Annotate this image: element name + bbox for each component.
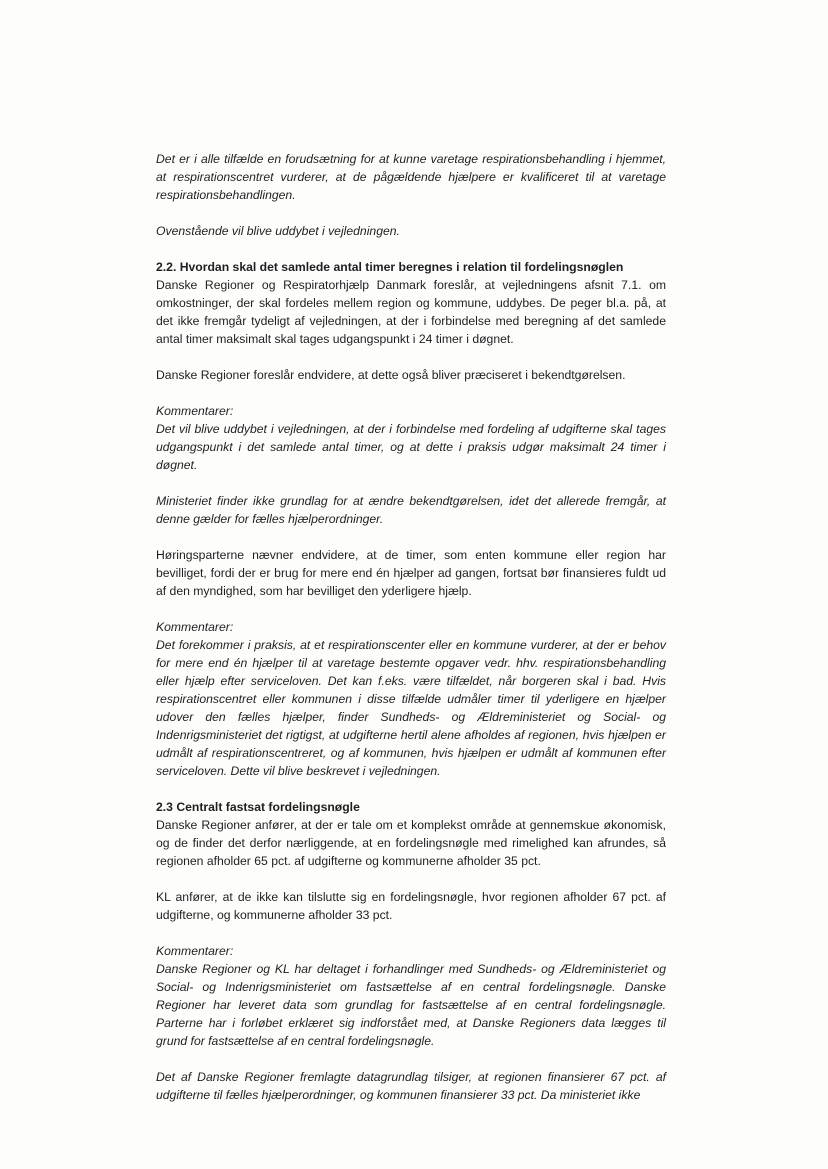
paragraph-italic: Det er i alle tilfælde en forudsætning for at kunne varetage respirationsbehandling i hjemmet, at respirationscentret vurderer, at de pågældende hjælpere er kvalificeret til at varetage respirationsbehandlingen.	[156, 152, 666, 202]
paragraph: Danske Regioner anfører, at der er tale om et komplekst område at gennemskue økonomisk, og de finder det derfor nærliggende, at en fordelingsnøgle med rimelighed kan afrundes, så regionen afholder 65 pct. af udgifterne og kommunerne afholder 35 pct.	[156, 818, 666, 868]
comment-text: Det forekommer i praksis, at et respirationscenter eller en kommune vurderer, at der er behov for mere end én hjælper til at varetage bestemte opgaver vedr. hhv. respirationsbehandling eller hjælp efter serviceloven. Det kan f.eks. være tilfældet, når borgeren skal i bad. Hvis respirationscentret eller kommunen i disse tilfælde udmåler timer til yderligere en hjælper udover den fælles hjælper, finder Sundheds- og Ældreministeriet og Social- og Indenrigsministeriet det rigtigst, at udgifterne hertil alene afholdes af regionen, hvis hjælpen er udmålt af respirationscentreret, og af kommunen, hvis hjælpen er udmålt af kommunen efter serviceloven. Dette vil blive beskrevet i vejledningen.	[156, 638, 666, 778]
comment-text: Det vil blive uddybet i vejledningen, at der i forbindelse med fordeling af udgifterne skal tages udgangspunkt i det samlede antal timer, og at dette i praksis udgør maksimalt 24 timer i døgnet.	[156, 422, 666, 472]
paragraph: KL anfører, at de ikke kan tilslutte sig en fordelingsnøgle, hvor regionen afholder 67 pct. af udgifterne, og kommunerne afholder 33 pct.	[156, 890, 666, 922]
paragraph-italic: Ministeriet finder ikke grundlag for at ændre bekendtgørelsen, idet det allerede fremgår, at denne gælder for fælles hjælperordninger.	[156, 494, 666, 526]
comment-text: Danske Regioner og KL har deltaget i forhandlinger med Sundheds- og Ældreministeriet og Social- og Indenrigsministeriet om fastsættelse af en central fordelingsnøgle. Danske Regioner har leveret data som grundlag for fastsættelse af en central fordelingsnøgle. Parterne har i forløbet erklæret sig indforstået med, at Danske Regioners data lægges til grund for fastsættelse af en central fordelingsnøgle.	[156, 962, 666, 1048]
paragraph: Danske Regioner og Respiratorhjælp Danmark foreslår, at vejledningens afsnit 7.1. om omkostninger, der skal fordeles mellem region og kommune, uddybes. De peger bl.a. på, at det ikke fremgår tydeligt af vejledningen, at der i forbindelse med beregning af det samlede antal timer maksimalt skal tages udgangspunkt i 24 timer i døgnet.	[156, 278, 666, 346]
section-heading-2-2: 2.2. Hvordan skal det samlede antal timer beregnes i relation til fordelingsnøglen	[156, 260, 624, 274]
page-content	[156, 150, 666, 1104]
comment-label: Kommentarer:	[156, 620, 234, 634]
paragraph-italic: Det af Danske Regioner fremlagte datagrundlag tilsiger, at regionen finansierer 67 pct. af udgifterne til fælles hjælperordninger, og kommunen finansierer 33 pct. Da ministeriet ikke	[156, 1070, 666, 1102]
paragraph: Høringsparterne nævner endvidere, at de timer, som enten kommune eller region har bevilliget, fordi der er brug for mere end én hjælper ad gangen, fortsat bør finansieres fuldt ud af den myndighed, som har bevilliget den yderligere hjælp.	[156, 548, 666, 598]
section-heading-2-3: 2.3 Centralt fastsat fordelingsnøgle	[156, 800, 360, 814]
paragraph: Danske Regioner foreslår endvidere, at dette også bliver præciseret i bekendtgørelsen.	[156, 368, 626, 382]
comment-label: Kommentarer:	[156, 944, 234, 958]
paragraph-italic: Ovenstående vil blive uddybet i vejledningen.	[156, 224, 400, 238]
comment-label: Kommentarer:	[156, 404, 234, 418]
